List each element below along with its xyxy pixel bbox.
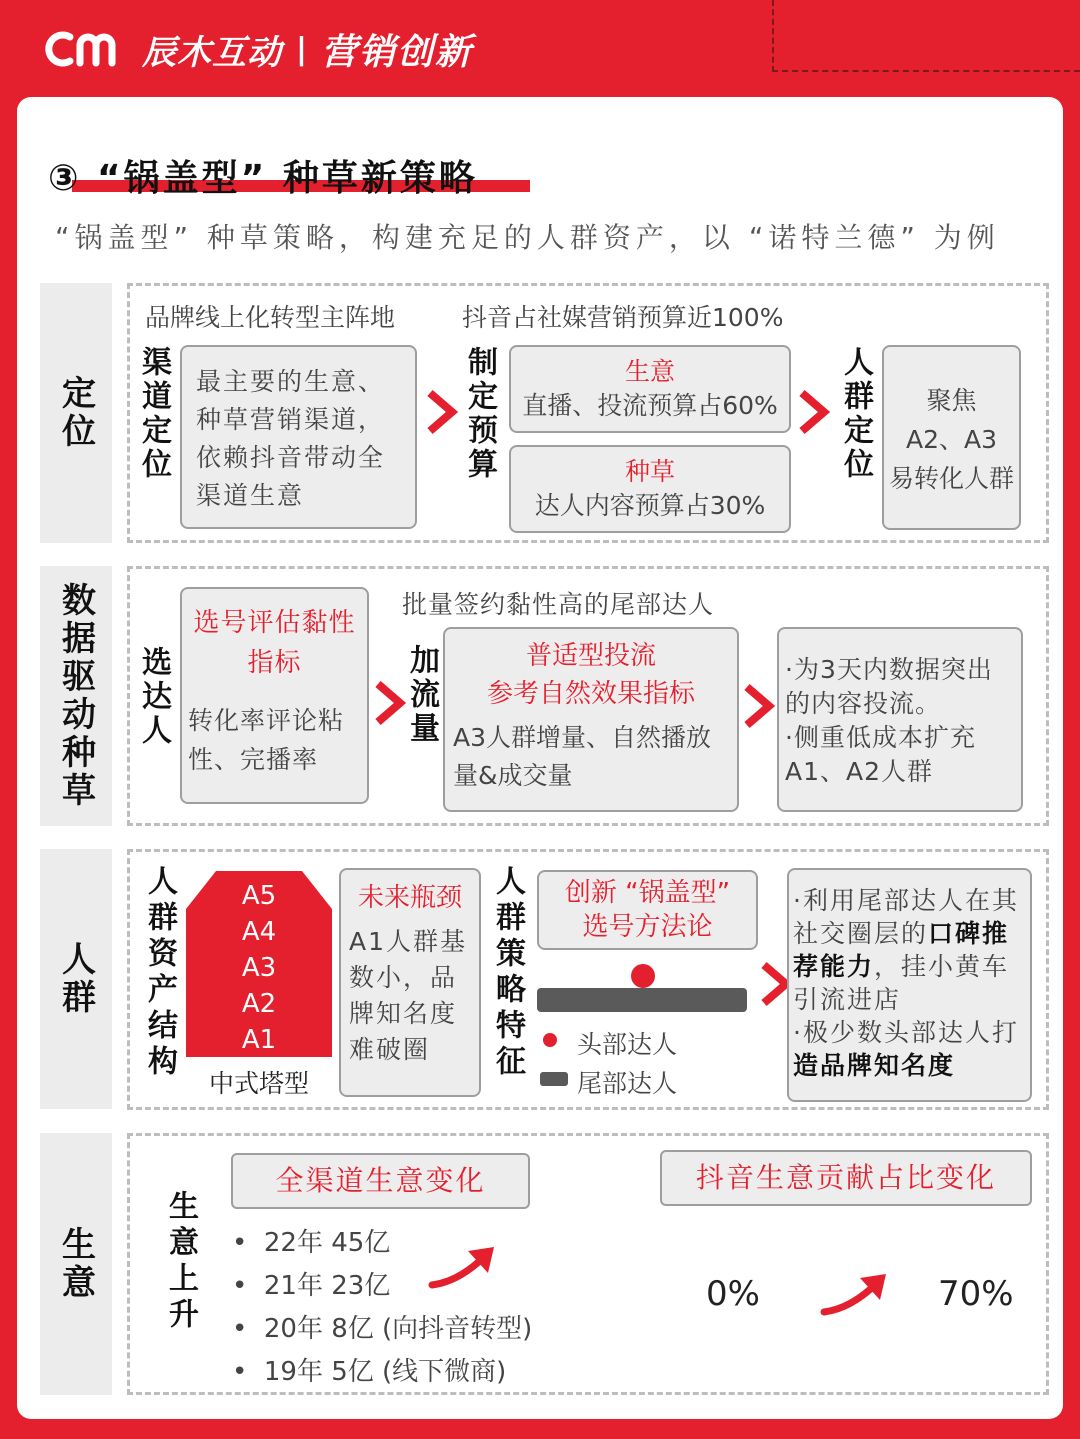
list-item: • 20年 8亿 (向抖音转型) (232, 1314, 533, 1344)
channel-label: 渠道定位 (136, 346, 171, 482)
pyramid-caption: 中式塔型 (208, 1069, 309, 1098)
pyramid-level: A2 (241, 989, 277, 1019)
list-item: • 21年 23亿 (232, 1271, 391, 1301)
budget-box-seeding (509, 445, 791, 533)
budget-business-title: 生意 (624, 357, 675, 386)
method-box (537, 870, 758, 950)
page-subtitle: “锅盖型” 种草策略，构建充足的人群资产，以 “诺特兰德” 为例 (55, 221, 1000, 254)
positioning-top-left: 品牌线上化转型主阵地 (145, 303, 396, 332)
crowd-result-box (787, 868, 1032, 1102)
chevron-right-icon (741, 683, 775, 729)
asset-structure-label: 人群资产结构 (142, 865, 177, 1081)
all-channel-title: 全渠道生意变化 (231, 1153, 530, 1209)
legend-head-label: 头部达人 (577, 1030, 678, 1059)
method-title-2: 选号方法论 (582, 912, 713, 942)
side-label-text: 人群 (55, 941, 96, 1017)
select-title: 选号评估黏性指标 (193, 608, 356, 678)
crowd-easy-convert: 易转化人群 (888, 464, 1014, 493)
select-text: 转化率评论粘性、完播率 (188, 706, 345, 774)
boost-text: A3人群增量、自然播放量&成交量 (453, 723, 712, 790)
legend-tail-marker (540, 1072, 568, 1086)
page-title: ③ “锅盖型” 种草新策略 (48, 158, 478, 199)
crowd-strategy-label: 人群策略特征 (490, 865, 525, 1081)
side-label-crowd (40, 849, 112, 1109)
header-dashed-frame (772, 0, 1080, 72)
side-label-business (40, 1133, 112, 1395)
crowd-result-bold-2: 造品牌知名度 (793, 1051, 956, 1080)
crowd-position-label: 人群定位 (838, 346, 873, 482)
crowd-position-box (882, 345, 1021, 530)
brand-name: 辰木互动 (142, 32, 282, 73)
side-label-positioning (40, 283, 112, 543)
budget-business-text: 直播、投流预算占60% (522, 391, 778, 420)
boost-traffic-label: 加流量 (404, 644, 439, 746)
boost-title-2: 参考自然效果指标 (486, 679, 695, 709)
batch-sign-text: 批量签约黏性高的尾部达人 (402, 590, 715, 619)
header-logo (40, 26, 473, 72)
crowd-result-part-2: ，挂小黄车引流进店 (793, 952, 1010, 1014)
head-influencer-dot (631, 964, 655, 988)
header-separator: | (296, 31, 307, 67)
budget-seeding-title: 种草 (624, 457, 675, 486)
douyin-share-title: 抖音生意贡献占比变化 (660, 1150, 1032, 1206)
side-label-text: 数据驱动种草 (55, 582, 96, 810)
list-item: • 19年 5亿 (线下微商) (232, 1357, 507, 1387)
data-result-box (777, 627, 1023, 812)
share-from: 0% (706, 1274, 760, 1314)
pyramid-level: A5 (241, 881, 277, 911)
data-result-1: ·为3天内数据突出的内容投流。 (785, 655, 993, 718)
data-result-2: ·侧重低成本扩充A1、A2人群 (785, 723, 976, 786)
channel-box: 最主要的生意、种草营销渠道，依赖抖音带动全渠道生意 (180, 345, 417, 529)
pyramid-level: A3 (241, 953, 277, 983)
boost-title-1: 普适型投流 (525, 641, 656, 671)
business-rise-label: 生意上升 (163, 1190, 198, 1334)
side-label-data-driven (40, 566, 112, 826)
tail-influencer-bar (537, 988, 747, 1012)
header-slogan: 营销创新 (320, 31, 473, 73)
crowd-segments: A2、A3 (905, 425, 998, 454)
legend-head-marker (543, 1033, 557, 1047)
positioning-top-right: 抖音占社媒营销预算近100% (462, 303, 784, 332)
side-label-text: 定位 (55, 375, 96, 451)
budget-seeding-text: 达人内容预算占30% (534, 491, 766, 520)
chevron-right-icon (796, 389, 830, 435)
budget-box-business (509, 345, 791, 433)
budget-label: 制定预算 (462, 346, 497, 482)
method-title-1: 创新 “锅盖型” (564, 878, 731, 908)
crowd-result-part-1: ·利用尾部达人在其社交圈层的 (793, 886, 1019, 948)
rise-arrow-icon (820, 1272, 890, 1317)
chevron-right-icon (424, 389, 458, 435)
select-box (180, 587, 369, 804)
bottleneck-title: 未来瓶颈 (357, 883, 462, 913)
bottleneck-text: A1人群基数小，品牌知名度难破圈 (349, 927, 468, 1064)
crowd-result-bold-1: 口碑推荐能力 (793, 919, 1010, 981)
share-to: 70% (938, 1274, 1014, 1314)
rise-arrow-icon (428, 1245, 498, 1290)
pyramid-level: A4 (241, 917, 277, 947)
pyramid-level: A1 (241, 1025, 277, 1055)
list-item: • 22年 45亿 (232, 1228, 391, 1258)
crowd-result-part-3: ·极少数头部达人打 (793, 1018, 1019, 1047)
chevron-right-icon (372, 680, 406, 726)
pyramid-levels (186, 878, 332, 1058)
boost-box (443, 627, 739, 812)
bottleneck-box (339, 868, 481, 1097)
cm-logo-icon (40, 29, 128, 69)
select-influencer-label: 选达人 (136, 646, 171, 748)
legend-tail-label: 尾部达人 (577, 1069, 678, 1098)
crowd-focus: 聚焦 (926, 386, 977, 415)
side-label-text: 生意 (55, 1226, 96, 1302)
